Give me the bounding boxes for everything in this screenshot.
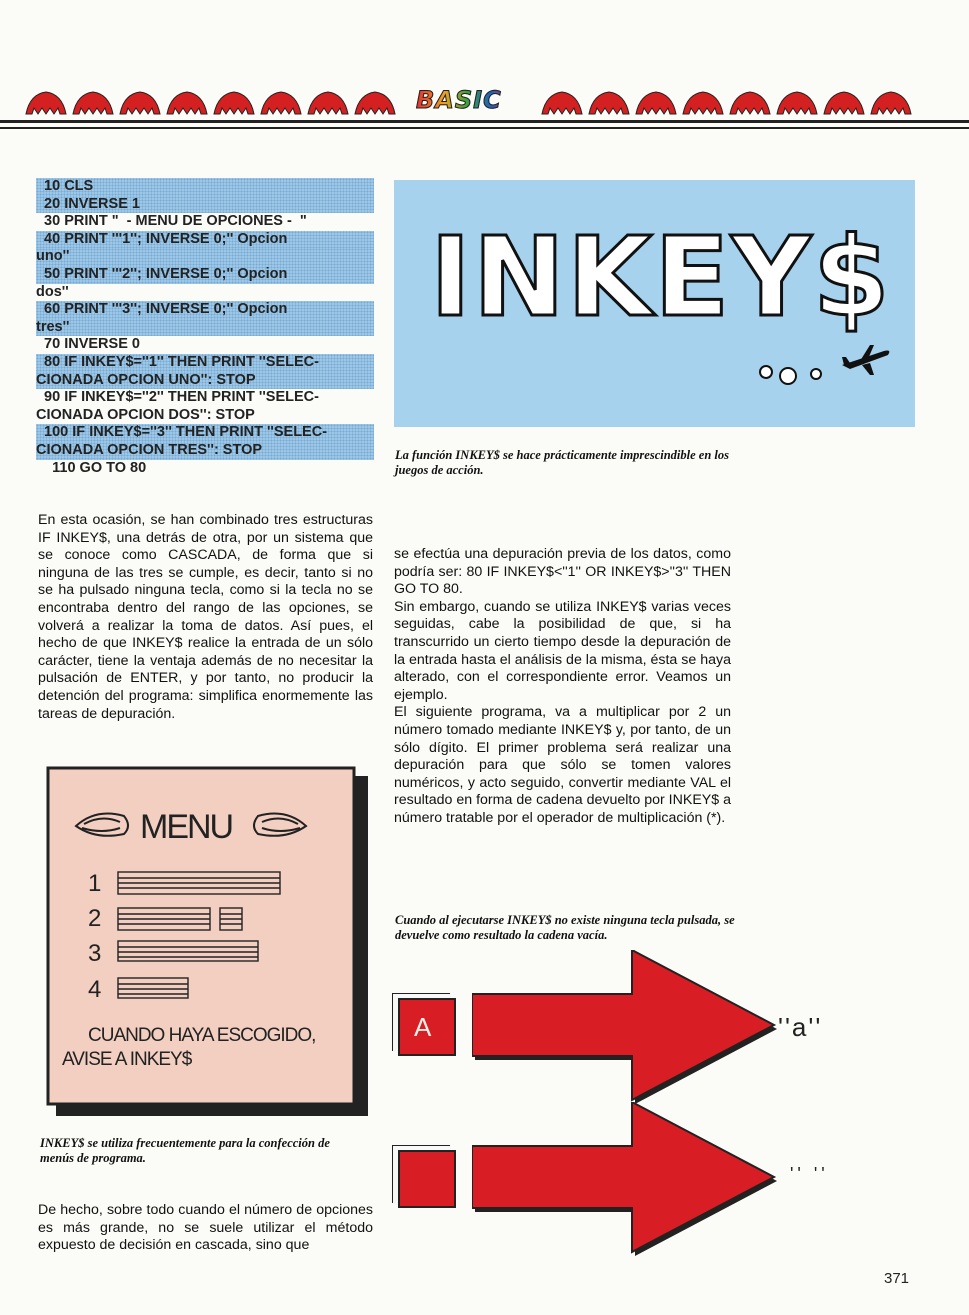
header-invader-border-right: [540, 84, 920, 118]
menu-note-line: CUANDO HAYA ESCOGIDO,: [88, 1025, 316, 1046]
caption-inkey: La función INKEY$ se hace prácticamente imprescindible en los juegos de acción.: [395, 448, 730, 477]
header-invader-border-left: [24, 84, 404, 118]
header-rule: [0, 120, 969, 129]
menu-note-line: AVISE A INKEY$: [62, 1049, 192, 1070]
code-listing: [36, 178, 374, 477]
body-text-right-column: [394, 546, 731, 828]
body-paragraph-cascade: En esta ocasión, se han combinado tres estructuras IF INKEY$, una detrás de otra, por un sistema que se conoce como CASCADA, de forma que si ninguna de las tres se cumple, es decir, tanto si no se ha pulsado ninguna tecla, como si la tecla no se encontraba dentro del rango de las opciones, se volverá a realizar la toma de datos. Así pues, el hecho de que INKEY$ realice la entrada de un sólo carácter, tiene la ventaja además de no necesitar la pulsación de ENTER, y por tanto, no producir la detención del programa: simplifica enormemente las tareas de depuración.: [38, 512, 373, 722]
caption-arrow: Cuando al ejecutarse INKEY$ no existe ninguna tecla pulsada, se devuelve como resultado la cadena vacía.: [395, 913, 735, 942]
code-line: CIONADA OPCION DOS'': STOP: [36, 406, 255, 423]
code-line: 60 PRINT '''3''; INVERSE 0;'' Opcion: [36, 301, 374, 319]
code-line: uno'': [36, 248, 374, 266]
code-line: 20 INVERSE 1: [36, 196, 374, 214]
code-line: CIONADA OPCION UNO'': STOP: [36, 372, 374, 390]
code-line: 30 PRINT " - MENU DE OPCIONES - ": [36, 213, 307, 230]
code-line: tres'': [36, 319, 374, 337]
page-number: 371: [884, 1270, 910, 1287]
code-line: 80 IF INKEY$=''1'' THEN PRINT ''SELEC-: [36, 354, 374, 372]
arrow-with-key: [472, 950, 782, 1115]
airplane-icon: [840, 343, 892, 377]
code-line: CIONADA OPCION TRES'': STOP: [36, 442, 374, 460]
output-string-empty: '' '': [790, 1164, 829, 1184]
arrow-empty: [472, 1102, 782, 1267]
menu-item-number: 3: [88, 940, 102, 967]
menu-note: [62, 1024, 315, 1072]
caption-menu: INKEY$ se utiliza frecuentemente para la confección de menús de programa.: [40, 1136, 330, 1165]
menu-item-number: 4: [88, 976, 102, 1003]
code-line: 70 INVERSE 0: [36, 336, 140, 353]
body-paragraph: Sin embargo, cuando se utiliza INKEY$ varias veces seguidas, cabe la posibilidad de que, si ha transcurrido un cierto tiempo desde la depuración de la entrada hasta el análisis de la misma, ésta se haya alterado, con el correspondiente error. Veamos un ejemplo.: [394, 598, 731, 703]
code-line: 50 PRINT '''2''; INVERSE 0;'' Opcion: [36, 266, 374, 284]
code-line: 10 CLS: [36, 178, 374, 196]
key-a-label: A: [414, 1012, 432, 1042]
code-line: 40 PRINT '''1''; INVERSE 0;'' Opcion: [36, 231, 374, 249]
body-paragraph-bottom: De hecho, sobre todo cuando el número de opciones es más grande, no se suele utilizar el método expuesto de decisión en cascada, sino que: [38, 1202, 373, 1254]
code-line: 100 IF INKEY$=''3'' THEN PRINT ''SELEC-: [36, 424, 374, 442]
menu-item-number: 1: [88, 870, 102, 897]
key-empty-box: [398, 1150, 456, 1208]
menu-item-number: 2: [88, 905, 102, 932]
body-paragraph: se efectúa una depuración previa de los datos, como podría ser: 80 IF INKEY$<''1'' OR INKEY$>''3'' THEN GO TO 80.: [394, 546, 731, 598]
code-line: 90 IF INKEY$=''2'' THEN PRINT ''SELEC-: [36, 389, 319, 406]
output-string-a: ''a'': [778, 1012, 823, 1042]
code-line: 110 GO TO 80: [36, 459, 147, 476]
body-paragraph: El siguiente programa, va a multiplicar por 2 un número tomado mediante INKEY$ y, por tanto, de un sólo dígito. El primer problema será realizar una depuración para que sólo se tomen valores numéricos, y acto seguido, convertir mediante VAL el resultado en forma de cadena devuelto por INKEY$ a número tratable por el operador de multiplicación (*).: [394, 704, 731, 826]
section-title-logo: BASIC: [416, 86, 510, 114]
menu-title: MENU: [140, 808, 233, 846]
smoke-puffs: [758, 358, 838, 388]
code-line: dos'': [36, 283, 69, 300]
inkey-cloud-word: INKEY$: [430, 213, 892, 341]
